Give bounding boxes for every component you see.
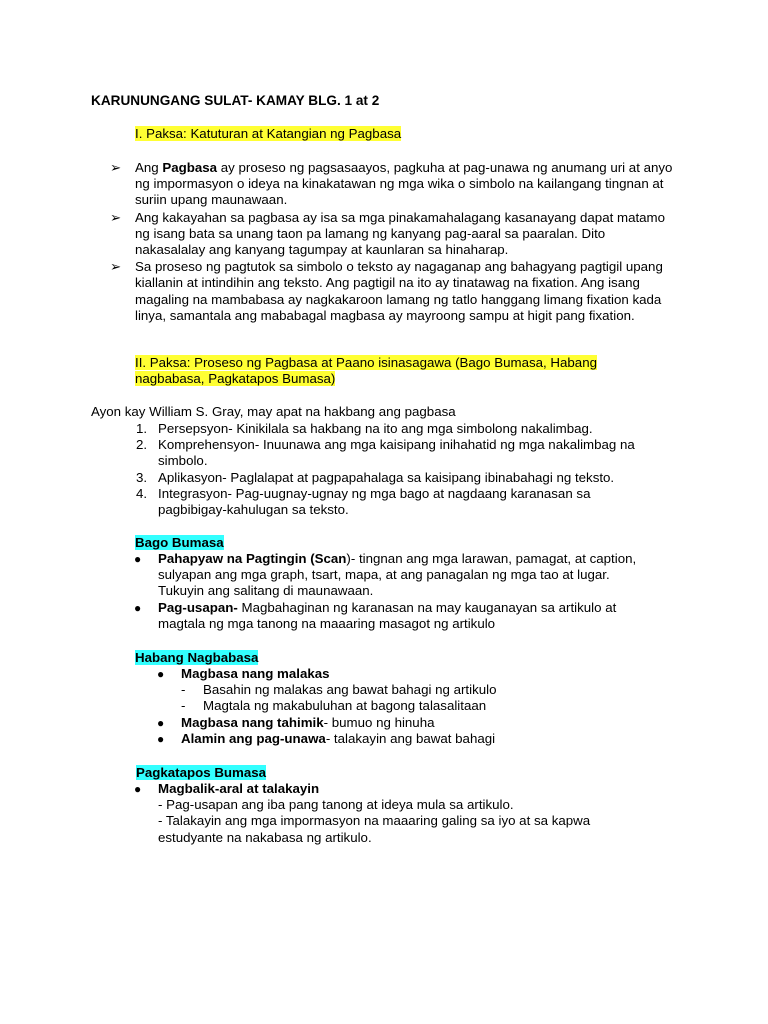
list-item <box>136 469 658 486</box>
item-bold: Magbasa nang tahimik <box>181 714 324 730</box>
item-bold: Pahapyaw na Pagtingin (Scan <box>158 551 347 566</box>
item-bold: Pagbasa <box>162 160 218 175</box>
paksa1-title: Katuturan at Katangian ng Pagbasa <box>190 126 402 141</box>
page-title: KARUNUNGANG SULAT- KAMAY BLG. 1 at 2 <box>91 93 380 108</box>
step-number: 1. <box>136 421 148 436</box>
sub-item <box>181 698 581 714</box>
item-text: Ang kakayahan sa pagbasa ay isa sa mga pinakamahalagang kasanayang dapat matamo ng isang bata sa unang taon pa lamang ng kanyang pag-aaral sa paaralan. Dito nakasalalay ang kanyang tagumpay at kaunlaran sa hinaharap. <box>135 209 666 258</box>
list-item <box>157 714 581 731</box>
item-text: - bumuo ng hinuha <box>323 714 435 730</box>
item-bold: Magbasa nang malakas <box>181 666 330 681</box>
item-text: ay proseso ng pagsasaayos, pagkuha at pag-unawa ng anumang uri at anyo ng impormasyon o ideya na kinakatawan ng mga wika o simbolo na kailangang tingnan at suriin upang maunawaan. <box>135 160 673 208</box>
paksa2-line2: nagbabasa, Pagkatapos Bumasa) <box>135 371 336 387</box>
gray-intro: Ayon kay William S. Gray, may apat na hakbang ang pagbasa <box>91 404 456 419</box>
bullet-dot-icon: ● <box>157 667 165 681</box>
paksa1-label: I. Paksa: <box>135 126 187 141</box>
bullet-dot-icon: ● <box>157 731 165 746</box>
sub-item <box>181 682 581 698</box>
list-item <box>136 485 658 518</box>
dash-marker: - <box>181 698 186 714</box>
habang-list <box>157 666 581 747</box>
bullet-dot-icon: ● <box>134 782 142 796</box>
bullet-dot-icon: ● <box>134 552 142 566</box>
bago-heading-text: Bago Bumasa <box>135 535 224 550</box>
item-bold: Magbalik-aral at talakayin <box>158 781 320 796</box>
list-item <box>134 781 658 846</box>
list-item <box>134 599 658 632</box>
list-item <box>136 437 658 469</box>
step-number: 3. <box>136 469 148 485</box>
habang-heading <box>135 650 258 666</box>
pagkatapos-list <box>134 781 658 846</box>
item-bold: Pag-usapan- <box>158 599 238 615</box>
step-text: Aplikasyon- Paglalapat at pagpapahalaga sa kaisipang ibinabahagi ng teksto. <box>158 469 615 485</box>
item-text: Sa proseso ng pagtutok sa simbolo o teksto ay nagaganap ang bahagyang pagtigil upang kiallanin at intindihin ang teksto. Ang pagtigil na ito ay tinatawag na fixation. Ang isang magaling na mambabasa ay nagkakaroon lamang ng tatlo hanggang limang fixation kada linya, samantala ang mababagal magbasa ay mayroong sampu at higit pang fixation. <box>135 259 663 323</box>
bago-heading <box>135 535 224 551</box>
arrow-bullet-icon: ➢ <box>110 209 122 225</box>
item-text: - talakayin ang bawat bahagi <box>325 730 496 746</box>
step-text: Persepsyon- Kinikilala sa hakbang na ito ang mga simbolong nakalimbag. <box>158 421 593 436</box>
arrow-bullet-icon: ➢ <box>110 160 122 175</box>
list-item <box>157 730 581 747</box>
dash-marker: - <box>181 682 186 698</box>
sub-item-text: Basahin ng malakas ang bawat bahagi ng artikulo <box>203 682 497 698</box>
pagkatapos-heading <box>136 765 266 781</box>
list-item <box>110 259 675 324</box>
item-text: )- tingnan ang mga larawan, pamagat, at caption, sulyapan ang mga graph, tsart, mapa, at ang panagalan ng mga tao at lugar. Tukuyin ang salitang di maunawaan. <box>158 551 637 599</box>
list-item <box>110 209 675 259</box>
item-line: - Talakayin ang mga impormasyon na maaaring galing sa iyo at sa kapwa estudyante na nakabasa ng artikulo. <box>158 813 591 845</box>
step-text: Integrasyon- Pag-uugnay-ugnay ng mga bago at nagdaang karanasan sa pagbibigay-kahulugan sa teksto. <box>158 485 591 518</box>
list-item <box>157 666 581 715</box>
item-line: - Pag-usapan ang iba pang tanong at ideya mula sa artikulo. <box>158 797 514 813</box>
item-text: Ang <box>135 160 163 175</box>
list-item <box>136 421 658 437</box>
list-item <box>134 551 658 600</box>
habang-heading-text: Habang Nagbabasa <box>135 650 259 665</box>
item-bold: Alamin ang pag-unawa <box>181 730 326 746</box>
paksa1-list <box>110 160 675 325</box>
pagkatapos-heading-text: Pagkatapos Bumasa <box>136 765 267 780</box>
item-text: Magbahaginan ng karanasan na may kauganayan sa artikulo at magtala ng mga tanong na maaaring masagot ng artikulo <box>158 599 617 631</box>
step-number: 2. <box>136 437 148 453</box>
habang-sublist <box>181 682 581 714</box>
paksa1-heading <box>135 126 401 142</box>
sub-item-text: Magtala ng makabuluhan at bagong talasalitaan <box>203 698 487 714</box>
step-number: 4. <box>136 485 148 501</box>
arrow-bullet-icon: ➢ <box>110 259 122 275</box>
bullet-dot-icon: ● <box>134 600 142 615</box>
bago-list <box>134 551 658 632</box>
step-text: Komprehensyon- Inuunawa ang mga kaisipang inihahatid ng mga nakalimbag na simbolo. <box>158 437 635 469</box>
list-item <box>110 160 675 209</box>
gray-steps <box>136 421 658 518</box>
paksa2-heading <box>135 355 635 387</box>
bullet-dot-icon: ● <box>157 715 165 730</box>
paksa2-line1: II. Paksa: Proseso ng Pagbasa at Paano isinasagawa (Bago Bumasa, Habang <box>135 355 597 370</box>
